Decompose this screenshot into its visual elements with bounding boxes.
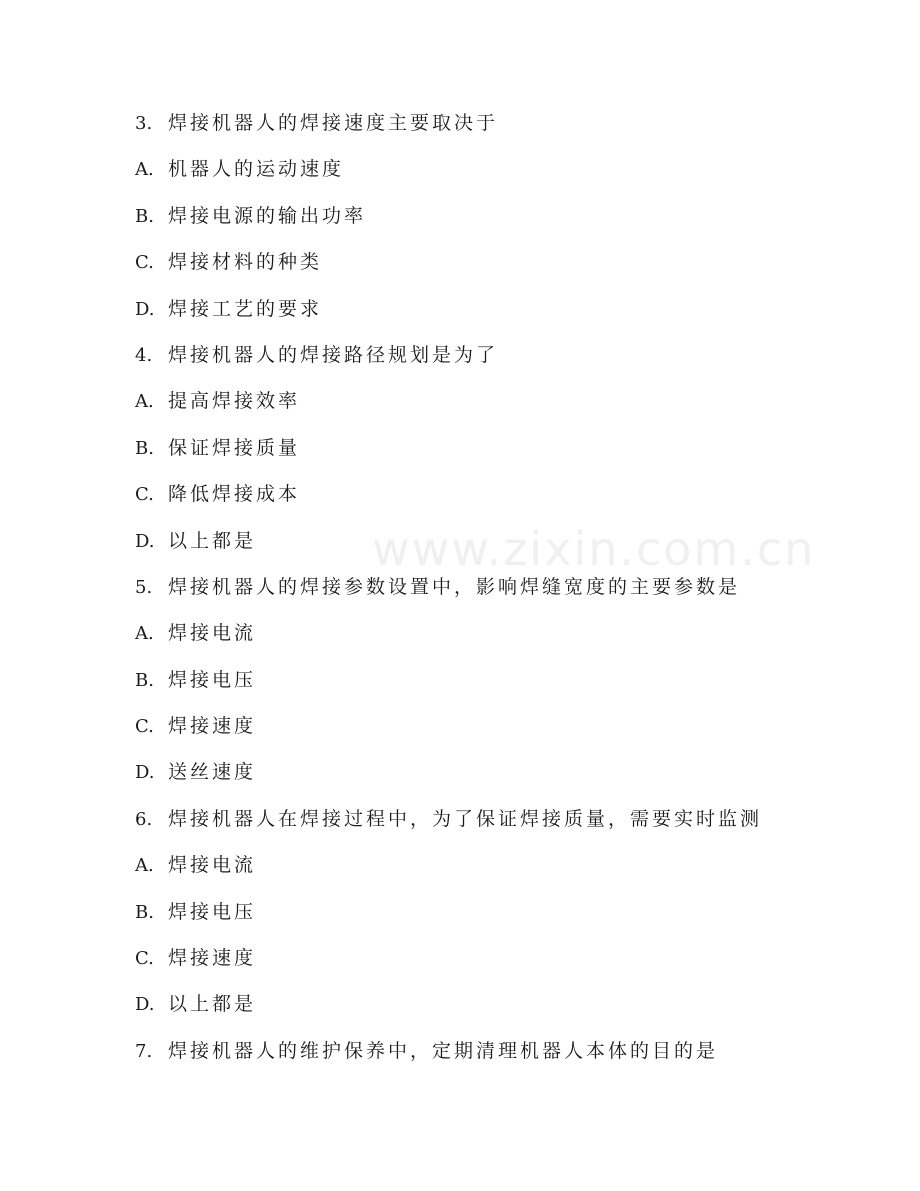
option-text: 焊接电流 — [168, 622, 257, 645]
question-4-option-d — [135, 524, 835, 570]
option-letter: D. — [135, 530, 155, 552]
item-number: 7. — [135, 1040, 153, 1062]
option-letter: A. — [135, 391, 154, 413]
item-text: 焊接机器人的焊接路径规划是为了 — [168, 343, 499, 366]
option-letter: B. — [135, 901, 154, 923]
question-4-option-a — [135, 384, 835, 430]
question-6-option-c — [135, 941, 835, 987]
option-text: 焊接电压 — [168, 900, 257, 923]
question-6-option-d — [135, 987, 835, 1033]
option-text: 焊接速度 — [168, 715, 257, 738]
option-letter: D. — [135, 994, 155, 1016]
option-letter: C. — [135, 948, 154, 970]
option-text: 提高焊接效率 — [168, 390, 301, 413]
question-3-option-b — [135, 199, 835, 245]
option-text: 机器人的运动速度 — [168, 158, 345, 181]
document-body — [135, 106, 835, 1080]
option-letter: C. — [135, 716, 154, 738]
option-letter: A. — [135, 855, 154, 877]
option-letter: A. — [135, 159, 154, 181]
question-4-option-c — [135, 477, 835, 523]
question-4-option-b — [135, 431, 835, 477]
option-text: 以上都是 — [168, 529, 257, 552]
option-letter: A. — [135, 623, 154, 645]
question-5-option-a — [135, 616, 835, 662]
option-letter: C. — [135, 484, 154, 506]
question-5-stem — [135, 570, 835, 616]
question-3-stem — [135, 106, 835, 152]
option-letter: C. — [135, 252, 154, 274]
item-text: 焊接机器人的焊接速度主要取决于 — [168, 112, 499, 134]
question-4-stem — [135, 338, 835, 384]
option-text: 送丝速度 — [168, 761, 257, 784]
option-letter: B. — [135, 669, 154, 691]
item-number: 5. — [135, 576, 153, 598]
question-6-option-b — [135, 895, 835, 941]
option-letter: D. — [135, 762, 155, 784]
option-text: 焊接工艺的要求 — [168, 297, 323, 320]
question-5-option-d — [135, 755, 835, 801]
question-3-option-d — [135, 292, 835, 338]
option-letter: D. — [135, 298, 155, 320]
option-text: 降低焊接成本 — [168, 483, 301, 506]
question-5-option-b — [135, 663, 835, 709]
option-text: 焊接电源的输出功率 — [168, 204, 367, 227]
item-number: 6. — [135, 808, 153, 830]
option-text: 焊接材料的种类 — [168, 251, 323, 274]
question-6-option-a — [135, 848, 835, 894]
option-text: 以上都是 — [168, 993, 257, 1016]
option-text: 焊接速度 — [168, 947, 257, 970]
question-6-stem — [135, 802, 835, 848]
item-number: 3. — [135, 113, 153, 134]
item-text: 焊接机器人在焊接过程中，为了保证焊接质量，需要实时监测 — [168, 807, 763, 830]
item-text: 焊接机器人的维护保养中，定期清理机器人本体的目的是 — [168, 1039, 719, 1062]
option-letter: B. — [135, 205, 154, 227]
option-letter: B. — [135, 437, 154, 459]
question-5-option-c — [135, 709, 835, 755]
question-3-option-c — [135, 245, 835, 291]
option-text: 保证焊接质量 — [168, 436, 301, 459]
question-3-option-a — [135, 152, 835, 198]
option-text: 焊接电流 — [168, 854, 257, 877]
item-text: 焊接机器人的焊接参数设置中，影响焊缝宽度的主要参数是 — [168, 575, 741, 598]
watermark: www.zixin.com.cn — [372, 522, 816, 576]
question-7-stem — [135, 1034, 835, 1080]
option-text: 焊接电压 — [168, 668, 257, 691]
item-number: 4. — [135, 344, 153, 366]
